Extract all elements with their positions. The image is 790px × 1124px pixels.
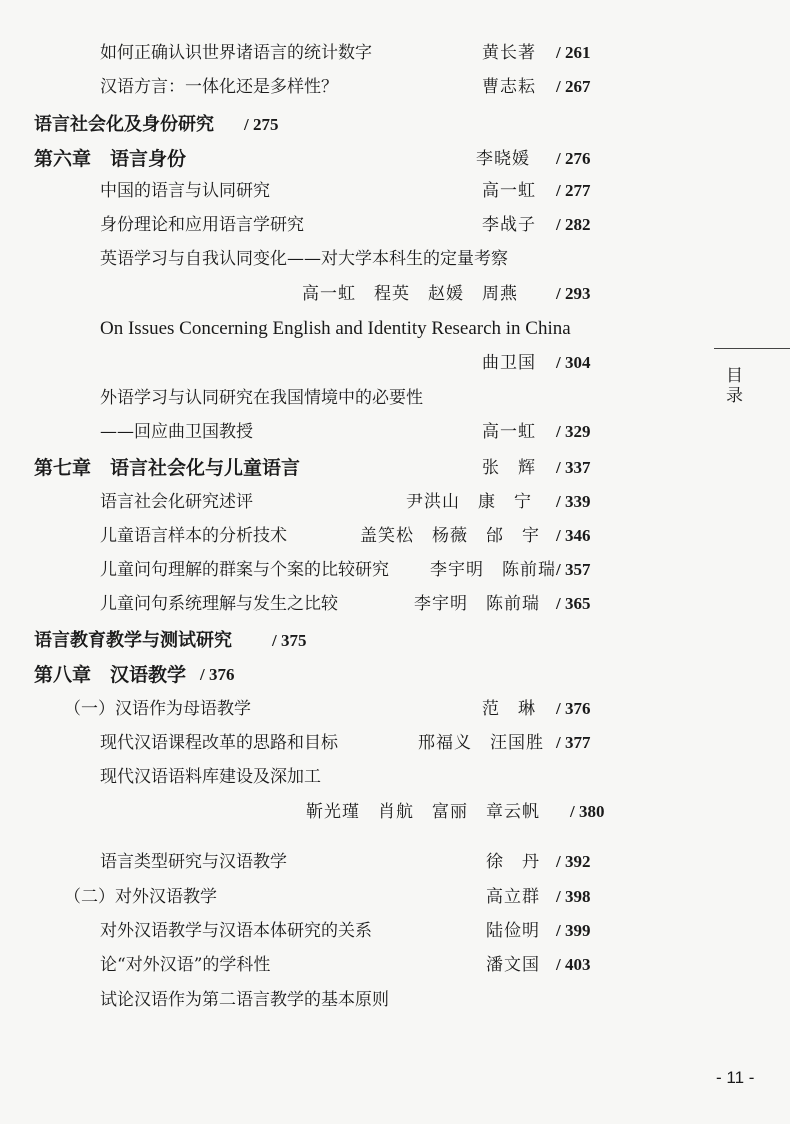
chapter-heading: [0, 142, 790, 176]
toc-entry-continuation: [0, 346, 790, 380]
entry-title: ——回应曲卫国教授: [100, 422, 253, 442]
entry-author: 李晓媛: [476, 149, 530, 169]
entry-page: / 346: [556, 526, 591, 545]
toc-entry: [0, 485, 790, 519]
entry-page: / 275: [244, 115, 279, 134]
entry-title: 现代汉语课程改革的思路和目标: [100, 733, 338, 753]
section-title: 语言社会化及身份研究: [34, 114, 214, 135]
entry-page: / 380: [570, 802, 605, 821]
section-heading: [0, 624, 790, 658]
toc-entry: [0, 845, 790, 879]
toc-entry: [0, 726, 790, 760]
entry-title: 语言类型研究与汉语教学: [100, 852, 287, 872]
page-number: - 11 -: [716, 1068, 755, 1087]
toc-entry: [0, 553, 790, 587]
entry-page: / 377: [556, 733, 591, 752]
entry-title: 中国的语言与认同研究: [100, 181, 270, 201]
entry-page: / 304: [556, 353, 591, 372]
entry-title: 儿童问句理解的群案与个案的比较研究: [100, 560, 389, 580]
toc-entry-continuation: [0, 277, 790, 311]
toc-entry: [0, 587, 790, 621]
toc-entry: [0, 914, 790, 948]
entry-author: 黄长著: [482, 43, 536, 63]
entry-title: 汉语方言：一体化还是多样性？: [100, 77, 338, 97]
toc-entry: [0, 174, 790, 208]
entry-author: 潘文国: [486, 955, 540, 975]
entry-title: 如何正确认识世界诸语言的统计数字: [100, 43, 372, 63]
entry-author: 尹洪山 康 宁: [406, 492, 532, 512]
entry-title: 外语学习与认同研究在我国情境中的必要性: [100, 388, 423, 408]
chapter-heading: [0, 658, 790, 692]
section-title: 语言教育教学与测试研究: [34, 630, 232, 651]
toc-entry: [0, 242, 790, 276]
chapter-title: 第七章 语言社会化与儿童语言: [34, 457, 301, 479]
entry-author: 高一虹: [482, 181, 536, 201]
chapter-heading: [0, 451, 790, 485]
entry-page: / 267: [556, 77, 591, 96]
toc-entry: [0, 983, 790, 1017]
entry-author: 高立群: [486, 887, 540, 907]
entry-author: 李宇明 陈前瑞: [430, 560, 556, 580]
toc-entry: [0, 312, 790, 346]
entry-author: 张 辉: [482, 458, 536, 478]
toc-entry: [0, 36, 790, 70]
section-heading: [0, 108, 790, 142]
entry-title: 语言社会化研究述评: [100, 492, 253, 512]
entry-page: / 376: [200, 665, 235, 684]
chapter-title: 第八章 汉语教学: [34, 664, 187, 686]
toc-entry: [0, 948, 790, 982]
chapter-title: 第六章 语言身份: [34, 148, 187, 170]
entry-author: 曹志耘: [482, 77, 536, 97]
entry-page: / 261: [556, 43, 591, 62]
entry-page: / 282: [556, 215, 591, 234]
entry-title: 对外汉语教学与汉语本体研究的关系: [100, 921, 372, 941]
entry-author: 李宇明 陈前瑞: [414, 594, 540, 614]
entry-author: 高一虹: [482, 422, 536, 442]
entry-page: / 337: [556, 458, 591, 477]
entry-page: / 339: [556, 492, 591, 511]
entry-page: / 399: [556, 921, 591, 940]
entry-author: 曲卫国: [482, 353, 536, 373]
entry-author: 李战子: [482, 215, 536, 235]
toc-entry: [0, 70, 790, 104]
toc-entry: [0, 760, 790, 794]
entry-page: / 276: [556, 149, 591, 168]
toc-entry: [0, 415, 790, 449]
entry-author: 范 琳: [482, 699, 536, 719]
entry-author: 盖笑松 杨薇 邰 宇: [360, 526, 540, 546]
entry-page: / 398: [556, 887, 591, 906]
entry-author: 高一虹 程英 赵媛 周燕: [302, 284, 518, 304]
entry-title: 现代汉语语料库建设及深加工: [100, 767, 321, 787]
entry-page: / 375: [272, 631, 307, 650]
subsection-title: （二）对外汉语教学: [64, 887, 217, 907]
entry-author: 邢福义 汪国胜: [418, 733, 544, 753]
entry-page: / 329: [556, 422, 591, 441]
subsection-heading: [0, 880, 790, 914]
entry-author: 靳光瑾 肖航 富丽 章云帆: [306, 802, 540, 822]
entry-author: 徐 丹: [486, 852, 540, 872]
entry-page: / 277: [556, 181, 591, 200]
entry-page: / 357: [556, 560, 591, 579]
toc-entry: [0, 381, 790, 415]
entry-page: / 392: [556, 852, 591, 871]
entry-title: 儿童语言样本的分析技术: [100, 526, 287, 546]
toc-entry: [0, 519, 790, 553]
entry-title: 英语学习与自我认同变化——对大学本科生的定量考察: [100, 249, 508, 269]
entry-page: / 403: [556, 955, 591, 974]
subsection-heading: [0, 692, 790, 726]
entry-title: 试论汉语作为第二语言教学的基本原则: [100, 990, 389, 1010]
margin-rule: [714, 348, 790, 349]
entry-title: 论“对外汉语”的学科性: [100, 955, 271, 975]
toc-entry: [0, 208, 790, 242]
entry-page: / 365: [556, 594, 591, 613]
entry-page: / 376: [556, 699, 591, 718]
entry-title: 身份理论和应用语言学研究: [100, 215, 304, 235]
entry-title: 儿童问句系统理解与发生之比较: [100, 594, 338, 614]
entry-author: 陆俭明: [486, 921, 540, 941]
entry-page: / 293: [556, 284, 591, 303]
subsection-title: （一）汉语作为母语教学: [64, 699, 251, 719]
running-head-contents: 目录: [726, 366, 743, 406]
toc-entry-continuation: [0, 795, 790, 829]
entry-title: On Issues Concerning English and Identity Research in China: [100, 318, 571, 339]
